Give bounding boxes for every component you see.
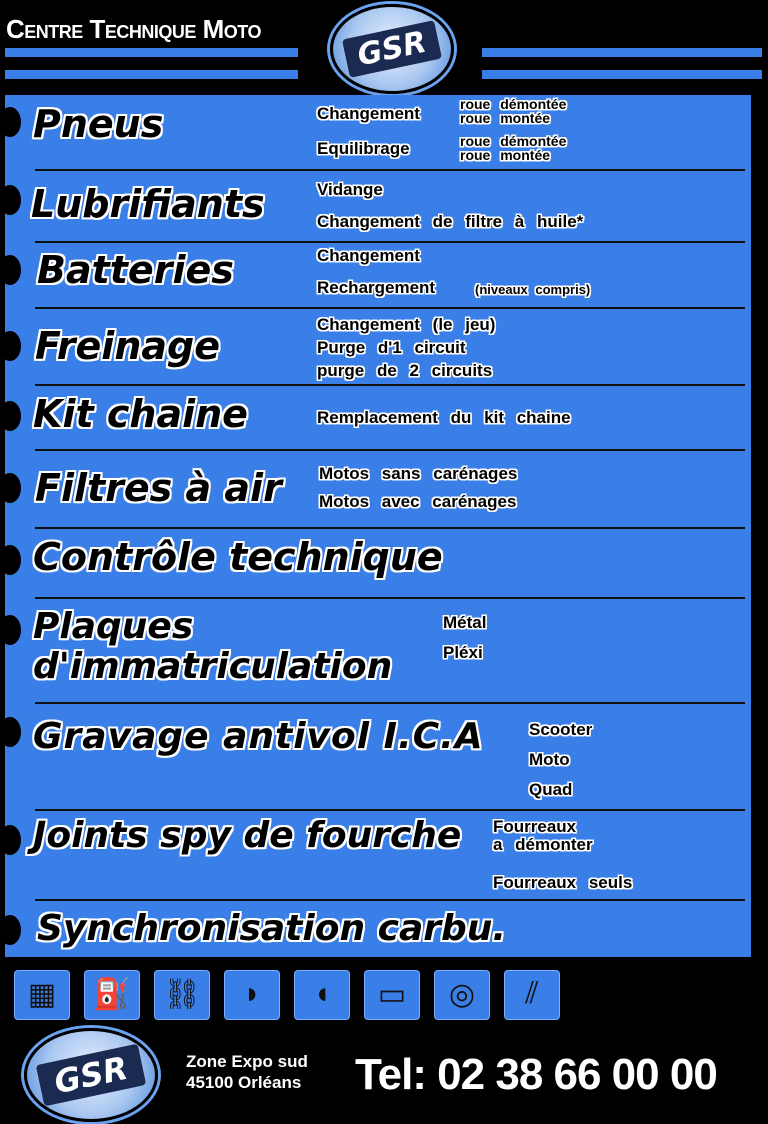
- address-line-1: Zone Expo sud: [186, 1052, 308, 1071]
- radiator-icon: ▦: [14, 970, 70, 1020]
- service-roue-demontee: roue démontée: [460, 96, 567, 112]
- binder-hole: [0, 825, 21, 855]
- header-stripe-right-top: [482, 48, 762, 57]
- service-pneus-changement: Changement: [317, 104, 420, 123]
- category-batteries: Batteries: [37, 248, 234, 292]
- binder-hole: [0, 107, 21, 137]
- category-freinage: Freinage: [35, 324, 220, 368]
- binder-hole: [0, 255, 21, 285]
- binder-hole: [0, 331, 21, 361]
- category-joints-spy: Joints spy de fourche: [33, 815, 462, 856]
- service-roue-demontee: roue démontée: [460, 133, 567, 149]
- divider: [35, 809, 745, 811]
- footer-logo-text: GSR: [36, 1044, 146, 1107]
- service-motos-sans-carenages: Motos sans carénages: [319, 464, 518, 483]
- service-roue-montee: roue montée: [460, 110, 551, 126]
- address-line-2: 45100 Orléans: [186, 1073, 302, 1092]
- service-freinage-changement: Changement (le jeu): [317, 315, 496, 334]
- chain-icon: ⛓: [154, 970, 210, 1020]
- header-stripe-right-bottom: [482, 70, 762, 79]
- divider: [35, 241, 745, 243]
- service-niveaux: (niveaux compris): [475, 282, 591, 297]
- category-pneus: Pneus: [33, 102, 164, 146]
- binder-hole: [0, 473, 21, 503]
- service-vidange: Vidange: [317, 180, 383, 199]
- service-pneus-equilibrage: Equilibrage: [317, 139, 410, 158]
- category-gravage: Gravage antivol I.C.A: [33, 716, 484, 757]
- category-plaques-line2: d'immatriculation: [33, 646, 393, 687]
- divider: [35, 307, 745, 309]
- service-fourreaux-seuls: Fourreaux seuls: [493, 873, 633, 892]
- service-plexi: Pléxi: [443, 643, 483, 662]
- binder-hole: [0, 185, 21, 215]
- service-motos-avec-carenages: Motos avec carénages: [319, 492, 517, 511]
- service-scooter: Scooter: [529, 720, 593, 739]
- brake-pads-icon: ◗: [224, 970, 280, 1020]
- divider: [35, 597, 745, 599]
- category-kit-chaine: Kit chaine: [33, 392, 248, 436]
- divider: [35, 449, 745, 451]
- service-roue-montee: roue montée: [460, 147, 551, 163]
- battery-icon: ▭: [364, 970, 420, 1020]
- phone-number: Tel: 02 38 66 00 00: [355, 1050, 717, 1099]
- tire-icon: ◎: [434, 970, 490, 1020]
- services-panel: [5, 95, 751, 957]
- service-purge-1: Purge d'1 circuit: [317, 338, 466, 357]
- binder-hole: [0, 545, 21, 575]
- binder-hole: [0, 915, 21, 945]
- divider: [35, 384, 745, 386]
- service-metal: Métal: [443, 613, 487, 632]
- service-purge-2: purge de 2 circuits: [317, 361, 493, 380]
- header-logo-text: GSR: [342, 20, 442, 78]
- service-batterie-changement: Changement: [317, 246, 420, 265]
- header-logo: [330, 4, 454, 94]
- footer-logo: [24, 1028, 158, 1122]
- binder-hole: [0, 717, 21, 747]
- service-moto: Moto: [529, 750, 570, 769]
- headlight-icon: ◖: [294, 970, 350, 1020]
- oil-can-icon: ⛽: [84, 970, 140, 1020]
- service-quad: Quad: [529, 780, 573, 799]
- category-plaques-line1: Plaques: [33, 606, 194, 647]
- binder-hole: [0, 401, 21, 431]
- category-filtres-air: Filtres à air: [35, 466, 282, 510]
- service-filtre-huile: Changement de filtre à huile*: [317, 212, 584, 231]
- service-fourreaux-demonter-2: a démonter: [493, 835, 593, 854]
- category-synchronisation: Synchronisation carbu.: [37, 908, 507, 949]
- service-fourreaux-demonter-1: Fourreaux: [493, 817, 577, 836]
- header-stripe-left-bottom: [5, 70, 298, 79]
- service-remplacement-kit: Remplacement du kit chaine: [317, 408, 571, 427]
- divider: [35, 169, 745, 171]
- service-rechargement: Rechargement: [317, 278, 436, 297]
- page-title: Centre Technique Moto: [6, 14, 261, 44]
- category-lubrifiants: Lubrifiants: [31, 182, 265, 226]
- header-stripe-left-top: [5, 48, 298, 57]
- divider: [35, 527, 745, 529]
- category-controle-technique: Contrôle technique: [33, 535, 443, 579]
- binder-hole: [0, 615, 21, 645]
- divider: [35, 702, 745, 704]
- spark-plug-icon: ⫽: [504, 970, 560, 1020]
- divider: [35, 899, 745, 901]
